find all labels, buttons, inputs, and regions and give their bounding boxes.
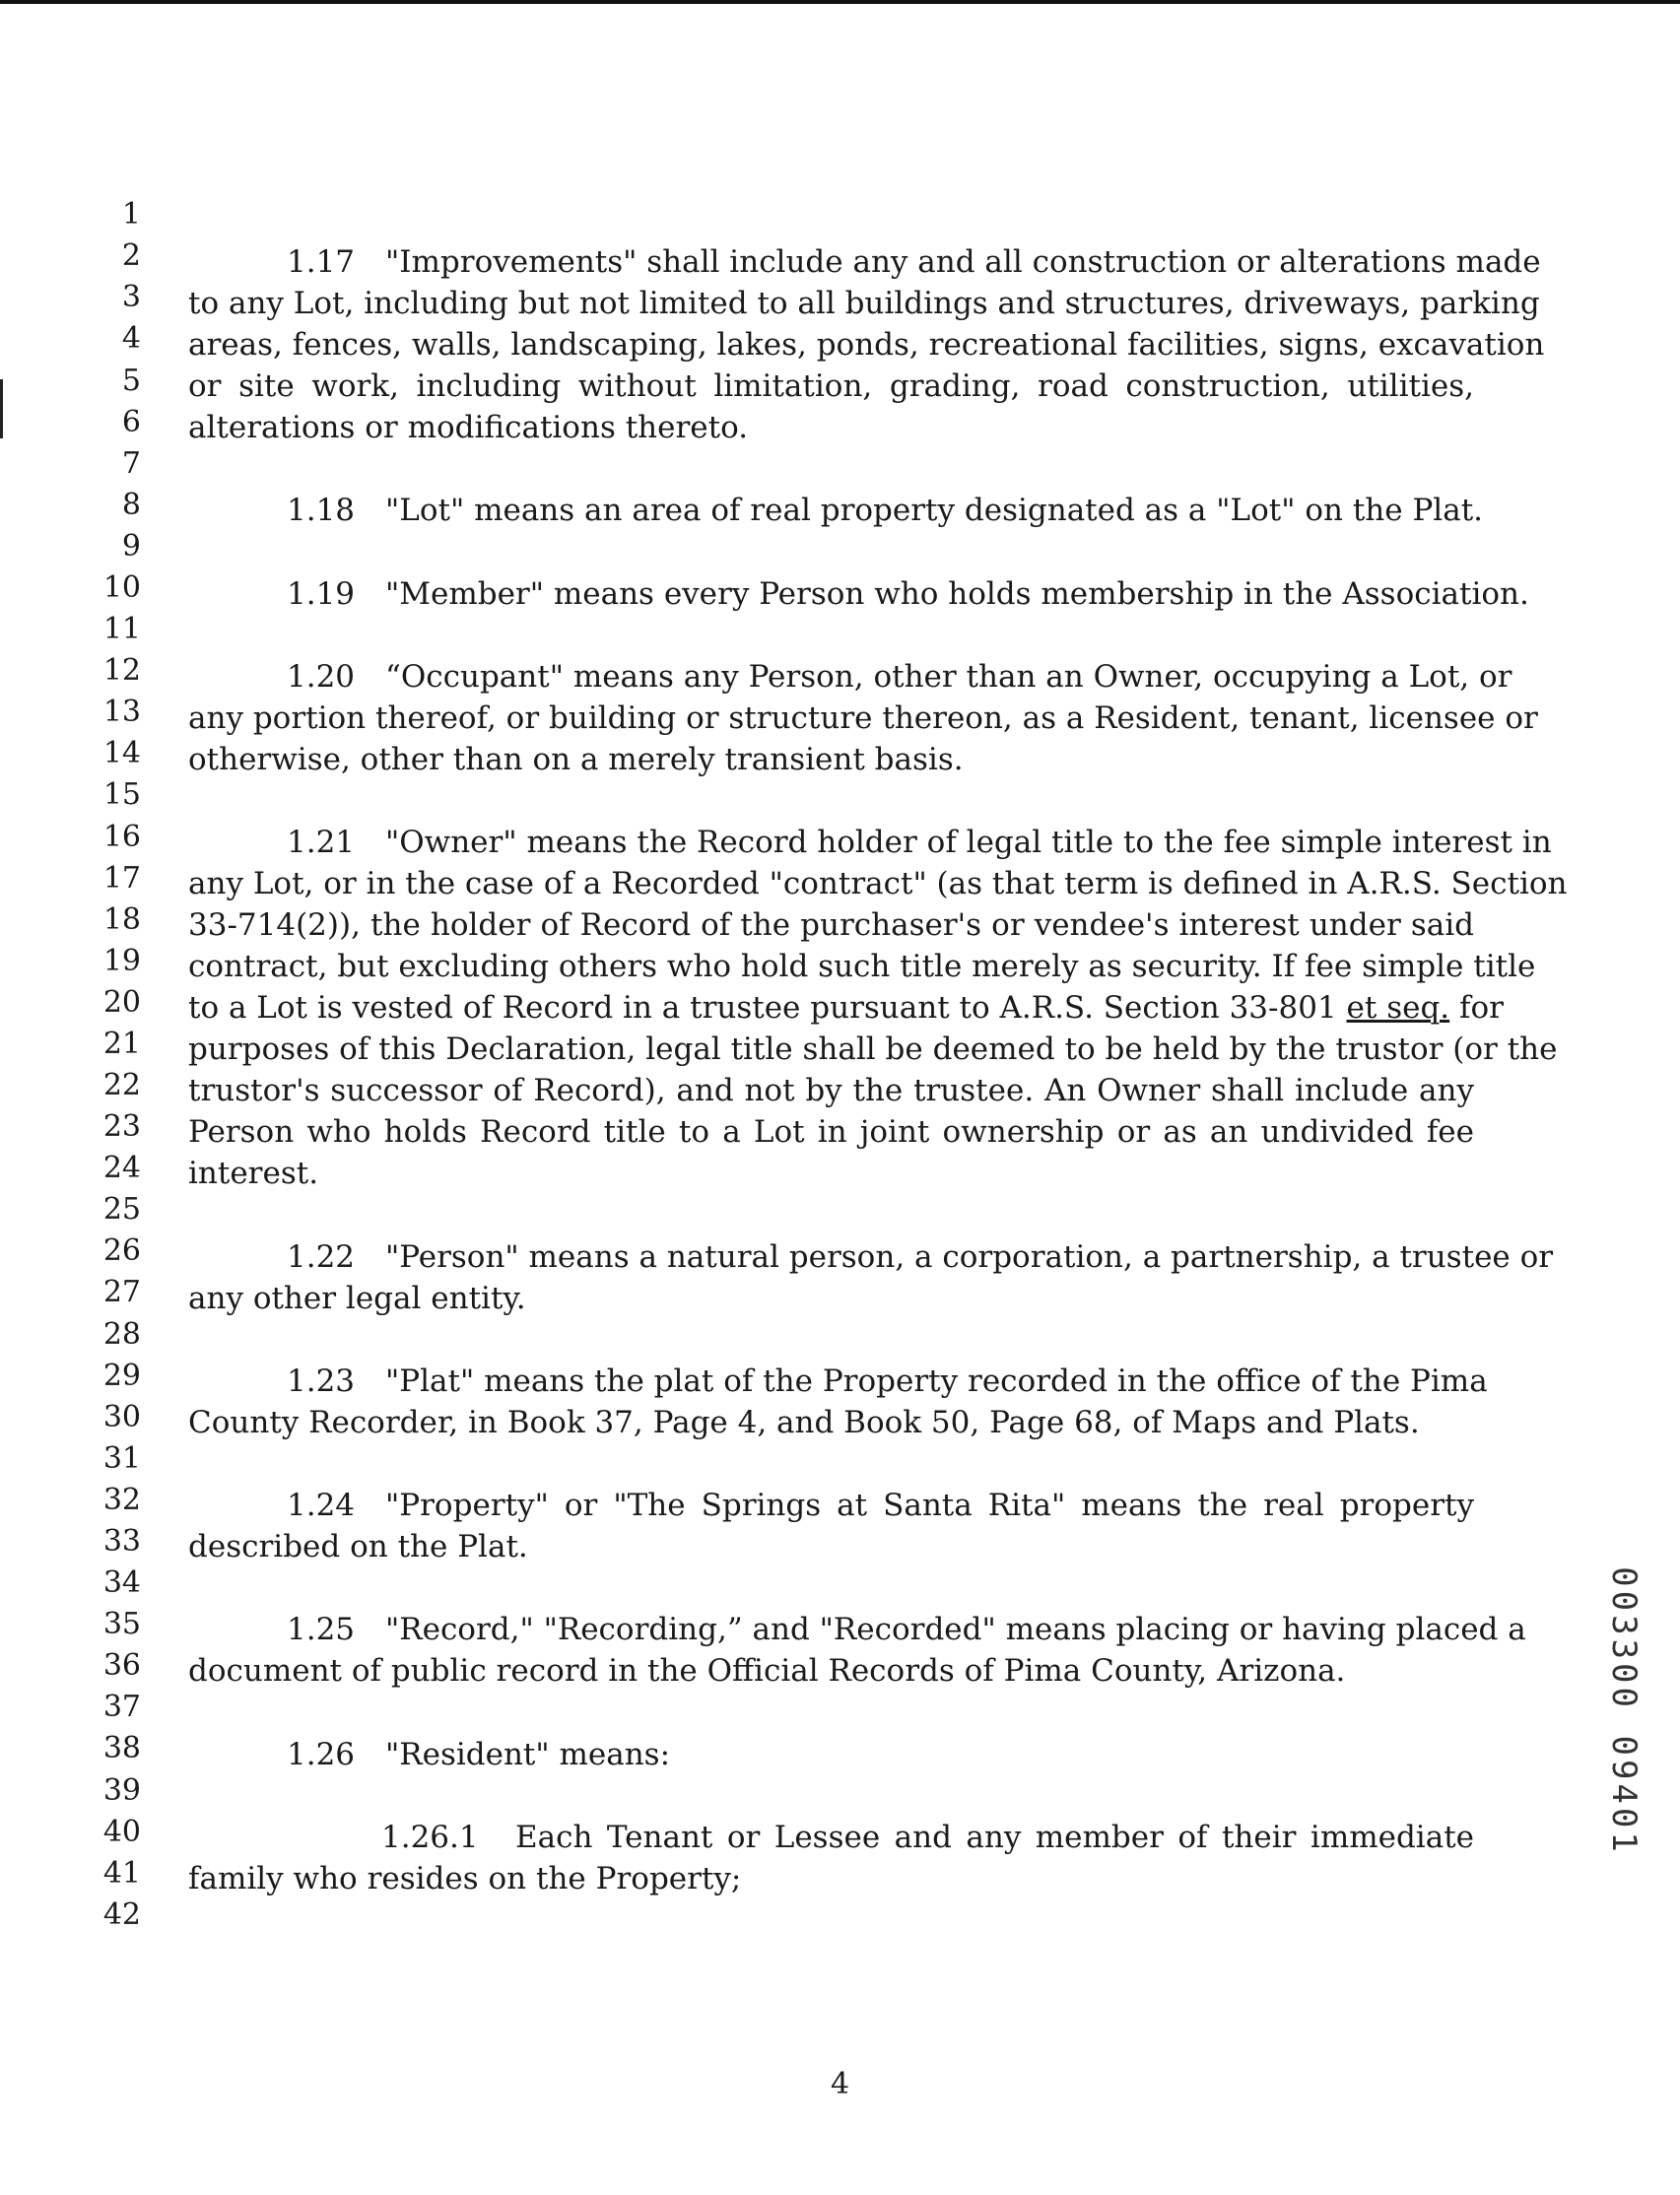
text-line: Person who holds Record title to a Lot in joint ownership or as an undivided fee	[188, 1114, 1474, 1150]
section-text: “Occupant" means any Person, other than an Owner, occupying a Lot, or	[385, 659, 1512, 695]
line-number: 5	[121, 364, 141, 398]
line-number: 18	[102, 902, 141, 937]
text-line: areas, fences, walls, landscaping, lakes, ponds, recreational facilities, signs, excavation	[188, 327, 1545, 363]
line-number: 35	[102, 1607, 141, 1641]
line-number: 6	[121, 405, 141, 439]
text-line: trustor's successor of Record), and not by the trustee. An Owner shall include any	[188, 1073, 1474, 1108]
section-1-17	[287, 241, 1541, 283]
line-number: 27	[102, 1275, 141, 1309]
section-1-22	[287, 1236, 1554, 1278]
section-text: "Property" or "The Springs at Santa Rita" means the real property	[385, 1488, 1474, 1523]
text-line: any Lot, or in the case of a Recorded "contract" (as that term is defined in A.R.S. Section	[188, 866, 1568, 901]
line-number: 8	[121, 488, 141, 522]
line-number: 25	[102, 1192, 141, 1227]
section-number: 1.17	[287, 244, 356, 280]
section-number: 1.18	[287, 493, 356, 528]
section-text: "Record," "Recording,” and "Recorded" means placing or having placed a	[385, 1612, 1526, 1647]
text-line: or site work, including without limitation, grading, road construction, utilities,	[188, 368, 1474, 404]
line-number: 17	[102, 861, 141, 896]
section-number: 1.21	[287, 825, 356, 860]
section-number: 1.26.1	[381, 1820, 479, 1855]
line-number: 36	[102, 1648, 141, 1683]
line-number: 30	[102, 1400, 141, 1434]
text-line: County Recorder, in Book 37, Page 4, and Book 50, Page 68, of Maps and Plats.	[188, 1405, 1420, 1440]
text-line: 33-714(2)), the holder of Record of the purchaser's or vendee's interest under said	[188, 907, 1474, 943]
text-line: document of public record in the Official Records of Pima County, Arizona.	[188, 1653, 1346, 1689]
section-1-26	[287, 1734, 1474, 1775]
section-text: "Improvements" shall include any and all construction or alterations made	[385, 244, 1541, 280]
text-segment: for	[1459, 990, 1504, 1026]
line-number: 19	[102, 944, 141, 978]
line-number: 31	[102, 1441, 141, 1476]
line-number: 1	[121, 197, 141, 232]
section-text: "Resident" means:	[385, 1737, 671, 1772]
section-text: "Member" means every Person who holds membership in the Association.	[385, 576, 1529, 612]
section-number: 1.20	[287, 659, 356, 695]
text-line: to any Lot, including but not limited to all buildings and structures, driveways, parking	[188, 286, 1540, 321]
section-number: 1.26	[287, 1737, 356, 1772]
line-number: 38	[102, 1731, 141, 1765]
section-1-24	[287, 1485, 1474, 1526]
recording-stamp	[1604, 1566, 1644, 1856]
section-1-21	[287, 822, 1552, 863]
line-number: 3	[121, 280, 141, 314]
line-number: 7	[121, 446, 141, 481]
line-number: 34	[102, 1565, 141, 1600]
text-line: any portion thereof, or building or structure thereon, as a Resident, tenant, licensee or	[188, 700, 1538, 736]
text-line: contract, but excluding others who hold such title merely as security. If fee simple title	[188, 949, 1536, 984]
et-seq-citation: et seq.	[1346, 990, 1450, 1026]
text-line	[188, 987, 1504, 1029]
line-number: 29	[102, 1359, 141, 1393]
section-1-23	[287, 1361, 1488, 1402]
text-line: alterations or modifications thereto.	[188, 410, 749, 445]
text-line: purposes of this Declaration, legal title shall be deemed to be held by the trustor (or the	[188, 1031, 1558, 1067]
line-number: 28	[102, 1317, 141, 1352]
line-number: 24	[102, 1151, 141, 1185]
line-number: 32	[102, 1483, 141, 1517]
line-number: 39	[102, 1773, 141, 1808]
line-number: 10	[102, 570, 141, 605]
line-number: 42	[102, 1897, 141, 1932]
page-number: 4	[830, 2067, 850, 2101]
section-number: 1.23	[287, 1364, 356, 1399]
margin-mark	[0, 379, 3, 438]
section-text: Each Tenant or Lessee and any member of their immediate	[515, 1820, 1474, 1855]
section-text: "Person" means a natural person, a corporation, a partnership, a trustee or	[385, 1239, 1554, 1275]
line-number: 13	[102, 695, 141, 729]
line-number: 37	[102, 1690, 141, 1724]
section-number: 1.25	[287, 1612, 356, 1647]
line-number: 2	[121, 238, 141, 273]
section-1-18	[287, 490, 1484, 531]
section-text: "Plat" means the plat of the Property recorded in the office of the Pima	[385, 1364, 1488, 1399]
section-number: 1.19	[287, 576, 356, 612]
line-number: 20	[102, 985, 141, 1020]
line-number: 16	[102, 820, 141, 854]
section-text: "Lot" means an area of real property designated as a "Lot" on the Plat.	[385, 493, 1484, 528]
text-line: described on the Plat.	[188, 1529, 528, 1564]
line-number: 11	[102, 612, 141, 646]
line-number: 15	[102, 777, 141, 812]
line-number: 41	[102, 1856, 141, 1891]
line-number: 33	[102, 1524, 141, 1559]
line-number: 40	[102, 1815, 141, 1849]
recording-stamp-text: 003300 09401	[1604, 1566, 1644, 1856]
top-border	[0, 0, 1680, 4]
section-1-20	[287, 656, 1512, 698]
text-line: any other legal entity.	[188, 1281, 526, 1316]
text-line: family who resides on the Property;	[188, 1861, 742, 1896]
section-text: "Owner" means the Record holder of legal title to the fee simple interest in	[385, 825, 1552, 860]
section-number: 1.22	[287, 1239, 356, 1275]
line-number: 22	[102, 1068, 141, 1102]
line-number: 4	[121, 321, 141, 356]
text-segment: to a Lot is vested of Record in a trustee pursuant to A.R.S. Section 33-801	[188, 990, 1337, 1026]
section-number: 1.24	[287, 1488, 356, 1523]
text-line: otherwise, other than on a merely transient basis.	[188, 742, 964, 777]
section-1-25	[287, 1609, 1526, 1650]
line-number: 26	[102, 1233, 141, 1268]
line-number: 21	[102, 1027, 141, 1061]
section-1-26-1	[381, 1817, 1474, 1858]
text-line: interest.	[188, 1156, 319, 1191]
line-number: 14	[102, 736, 141, 770]
line-number: 9	[121, 529, 141, 564]
section-1-19	[287, 573, 1529, 615]
line-number: 23	[102, 1109, 141, 1144]
line-number: 12	[102, 653, 141, 688]
